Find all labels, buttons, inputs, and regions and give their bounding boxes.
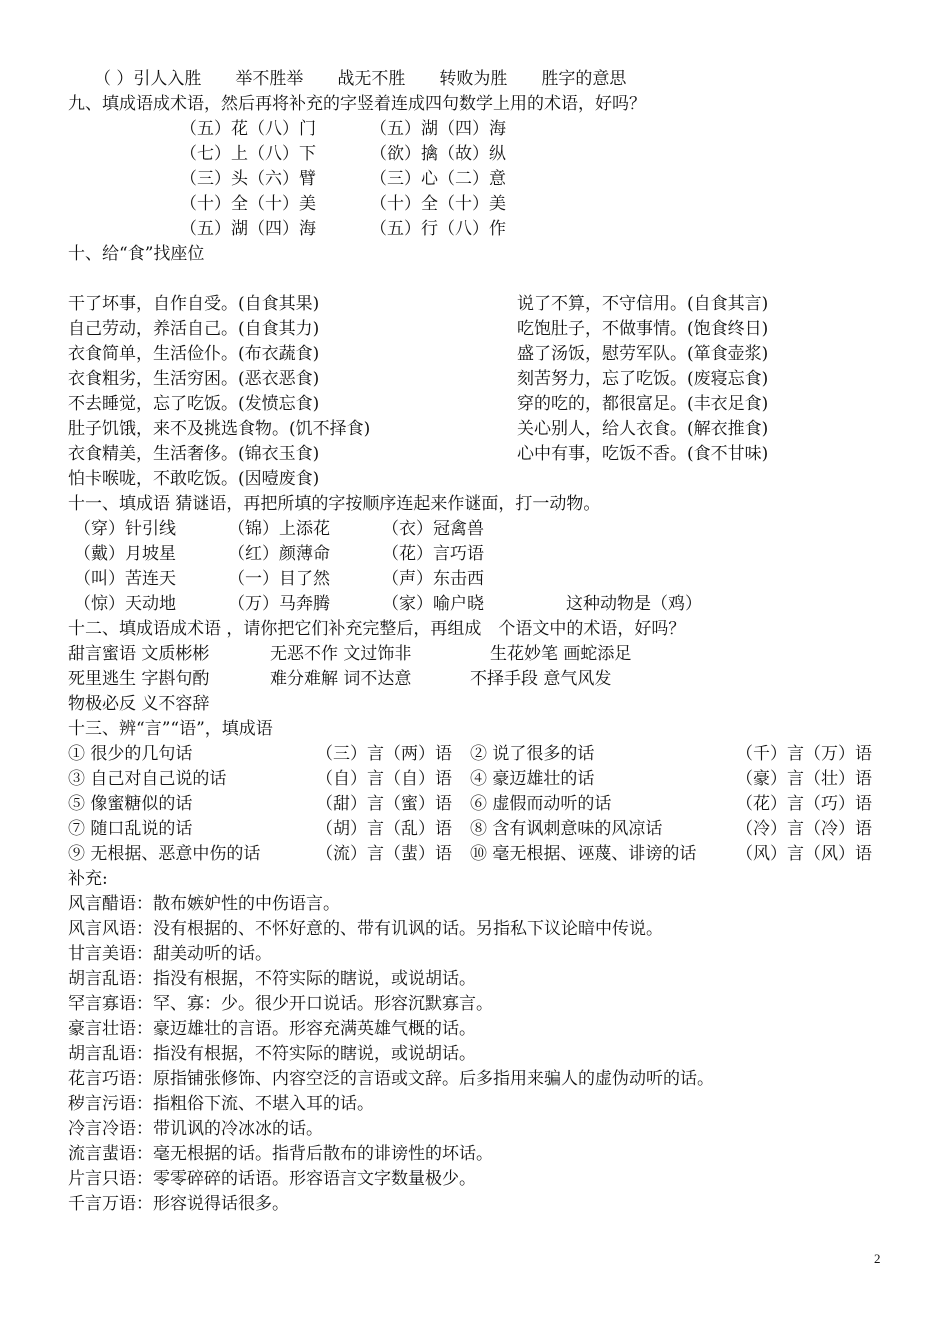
sec11-col3-4: （家）喻户晓: [382, 594, 484, 614]
sec9-left-4: （十）全（十）美: [180, 194, 316, 214]
supplement-line-10: 冷言冷语：带讥讽的冷冰冰的话。: [68, 1119, 323, 1139]
sec11-col2-1: （锦）上添花: [228, 519, 330, 539]
sec10-left-1: 干了坏事，自作自受。(自食其果): [68, 294, 320, 314]
supplement-line-8: 花言巧语：原指铺张修饰、内容空泛的言语或文辞。后多指用来骗人的虚伪动听的话。: [68, 1069, 714, 1089]
sec9-right-3: （三）心（二）意: [370, 169, 506, 189]
sec9-right-5: （五）行（八）作: [370, 219, 506, 239]
sec12-row2-2: 难分难解 词不达意: [270, 669, 412, 689]
sec11-col1-4: （惊）天动地: [74, 594, 176, 614]
supplement-heading: 补充:: [68, 869, 108, 889]
sec13-row5-desc-b: ⑩ 毫无根据、诬蔑、诽谤的话: [470, 844, 697, 864]
sec11-col1-3: （叫）苦连天: [74, 569, 176, 589]
sec13-row3-idiom-a: （甜）言（蜜）语: [316, 794, 452, 814]
sec13-row2-idiom-b: （豪）言（壮）语: [736, 769, 872, 789]
sec9-left-2: （七）上（八）下: [180, 144, 316, 164]
supplement-line-13: 千言万语：形容说得话很多。: [68, 1194, 289, 1214]
sec13-row5-desc-a: ⑨ 无根据、恶意中伤的话: [68, 844, 261, 864]
sec13-row1-idiom-b: （千）言（万）语: [736, 744, 872, 764]
section-10-heading: 十、给“食”找座位: [68, 244, 205, 264]
line-top: （ ）引人入胜 举不胜举 战无不胜 转败为胜 胜字的意思: [94, 69, 627, 89]
supplement-line-5: 罕言寡语：罕、寡：少。很少开口说话。形容沉默寡言。: [68, 994, 493, 1014]
sec9-left-1: （五）花（八）门: [180, 119, 316, 139]
sec12-row1-1: 甜言蜜语 文质彬彬: [68, 644, 210, 664]
sec10-left-7: 衣食精美，生活奢侈。(锦衣玉食): [68, 444, 320, 464]
sec12-row2-3: 不择手段 意气风发: [470, 669, 612, 689]
section-12-heading: 十二、填成语成术语 ，请你把它们补充完整后，再组成 个语文中的术语，好吗？: [68, 619, 686, 639]
sec10-right-7: 心中有事，吃饭不香。(食不甘味): [517, 444, 769, 464]
page-number: 2: [874, 1251, 881, 1266]
supplement-line-4: 胡言乱语：指没有根据，不符实际的瞎说，或说胡话。: [68, 969, 476, 989]
sec13-row3-idiom-b: （花）言（巧）语: [736, 794, 872, 814]
sec9-right-1: （五）湖（四）海: [370, 119, 506, 139]
supplement-line-1: 风言醋语：散布嫉妒性的中伤语言。: [68, 894, 340, 914]
sec13-row3-desc-b: ⑥ 虚假而动听的话: [470, 794, 612, 814]
sec12-row1-2: 无恶不作 文过饰非: [270, 644, 412, 664]
sec11-col3-3: （声）东击西: [382, 569, 484, 589]
sec13-row4-idiom-a: （胡）言（乱）语: [316, 819, 452, 839]
section-9-heading: 九、填成语成术语，然后再将补充的字竖着连成四句数学上用的术语，好吗？: [68, 94, 646, 114]
sec10-right-4: 刻苦努力，忘了吃饭。(废寝忘食): [517, 369, 769, 389]
sec10-left-3: 衣食简单，生活俭仆。(布衣蔬食): [68, 344, 320, 364]
supplement-line-9: 秽言污语：指粗俗下流、不堪入耳的话。: [68, 1094, 374, 1114]
sec10-left-2: 自己劳动，养活自己。(自食其力): [68, 319, 320, 339]
sec13-row4-idiom-b: （冷）言（冷）语: [736, 819, 872, 839]
section-13-heading: 十三、辨“言”“语”，填成语: [68, 719, 273, 739]
supplement-line-12: 片言只语：零零碎碎的话语。形容语言文字数量极少。: [68, 1169, 476, 1189]
sec12-row1-3: 生花妙笔 画蛇添足: [490, 644, 632, 664]
sec13-row5-idiom-b: （风）言（风）语: [736, 844, 872, 864]
supplement-line-3: 甘言美语：甜美动听的话。: [68, 944, 272, 964]
sec13-row3-desc-a: ⑤ 像蜜糖似的话: [68, 794, 193, 814]
sec10-right-6: 关心别人，给人衣食。(解衣推食): [517, 419, 769, 439]
section-11-heading: 十一、填成语 猜谜语，再把所填的字按顺序连起来作谜面，打一动物。: [68, 494, 601, 514]
sec12-row2-1: 死里逃生 字斟句酌: [68, 669, 210, 689]
supplement-line-7: 胡言乱语：指没有根据，不符实际的瞎说，或说胡话。: [68, 1044, 476, 1064]
sec9-left-3: （三）头（六）臂: [180, 169, 316, 189]
sec10-right-5: 穿的吃的，都很富足。(丰衣足食): [517, 394, 769, 414]
sec11-col2-3: （一）目了然: [228, 569, 330, 589]
sec10-left-6: 肚子饥饿，来不及挑选食物。(饥不择食): [68, 419, 371, 439]
sec13-row2-desc-b: ④ 豪迈雄壮的话: [470, 769, 595, 789]
sec10-left-5: 不去睡觉，忘了吃饭。(发愤忘食): [68, 394, 320, 414]
sec10-right-2: 吃饱肚子，不做事情。(饱食终日): [517, 319, 769, 339]
sec13-row1-desc-a: ① 很少的几句话: [68, 744, 193, 764]
sec11-col2-2: （红）颜薄命: [228, 544, 330, 564]
sec13-row2-desc-a: ③ 自己对自己说的话: [68, 769, 227, 789]
sec13-row5-idiom-a: （流）言（蜚）语: [316, 844, 452, 864]
sec10-left-4: 衣食粗劣，生活穷困。(恶衣恶食): [68, 369, 320, 389]
supplement-line-11: 流言蜚语：毫无根据的话。指背后散布的诽谤性的坏话。: [68, 1144, 493, 1164]
sec13-row1-idiom-a: （三）言（两）语: [316, 744, 452, 764]
sec11-col3-1: （衣）冠禽兽: [382, 519, 484, 539]
sec13-row1-desc-b: ② 说了很多的话: [470, 744, 595, 764]
sec11-col1-2: （戴）月坡星: [74, 544, 176, 564]
sec11-col2-4: （万）马奔腾: [228, 594, 330, 614]
sec10-right-1: 说了不算，不守信用。(自食其言): [517, 294, 769, 314]
sec11-answer: 这种动物是（鸡）: [566, 594, 702, 614]
sec10-left-8: 怕卡喉咙，不敢吃饭。(因噎废食): [68, 469, 320, 489]
sec13-row4-desc-a: ⑦ 随口乱说的话: [68, 819, 193, 839]
sec9-right-4: （十）全（十）美: [370, 194, 506, 214]
sec9-right-2: （欲）擒（故）纵: [370, 144, 506, 164]
sec11-col3-2: （花）言巧语: [382, 544, 484, 564]
sec10-right-3: 盛了汤饭，慰劳军队。(箪食壶浆): [517, 344, 769, 364]
sec9-left-5: （五）湖（四）海: [180, 219, 316, 239]
supplement-line-2: 风言风语：没有根据的、不怀好意的、带有讥讽的话。另指私下议论暗中传说。: [68, 919, 663, 939]
sec13-row4-desc-b: ⑧ 含有讽刺意味的风凉话: [470, 819, 663, 839]
sec12-row3: 物极必反 义不容辞: [68, 694, 210, 714]
sec13-row2-idiom-a: （自）言（自）语: [316, 769, 452, 789]
supplement-line-6: 豪言壮语：豪迈雄壮的言语。形容充满英雄气概的话。: [68, 1019, 476, 1039]
sec11-col1-1: （穿）针引线: [74, 519, 176, 539]
